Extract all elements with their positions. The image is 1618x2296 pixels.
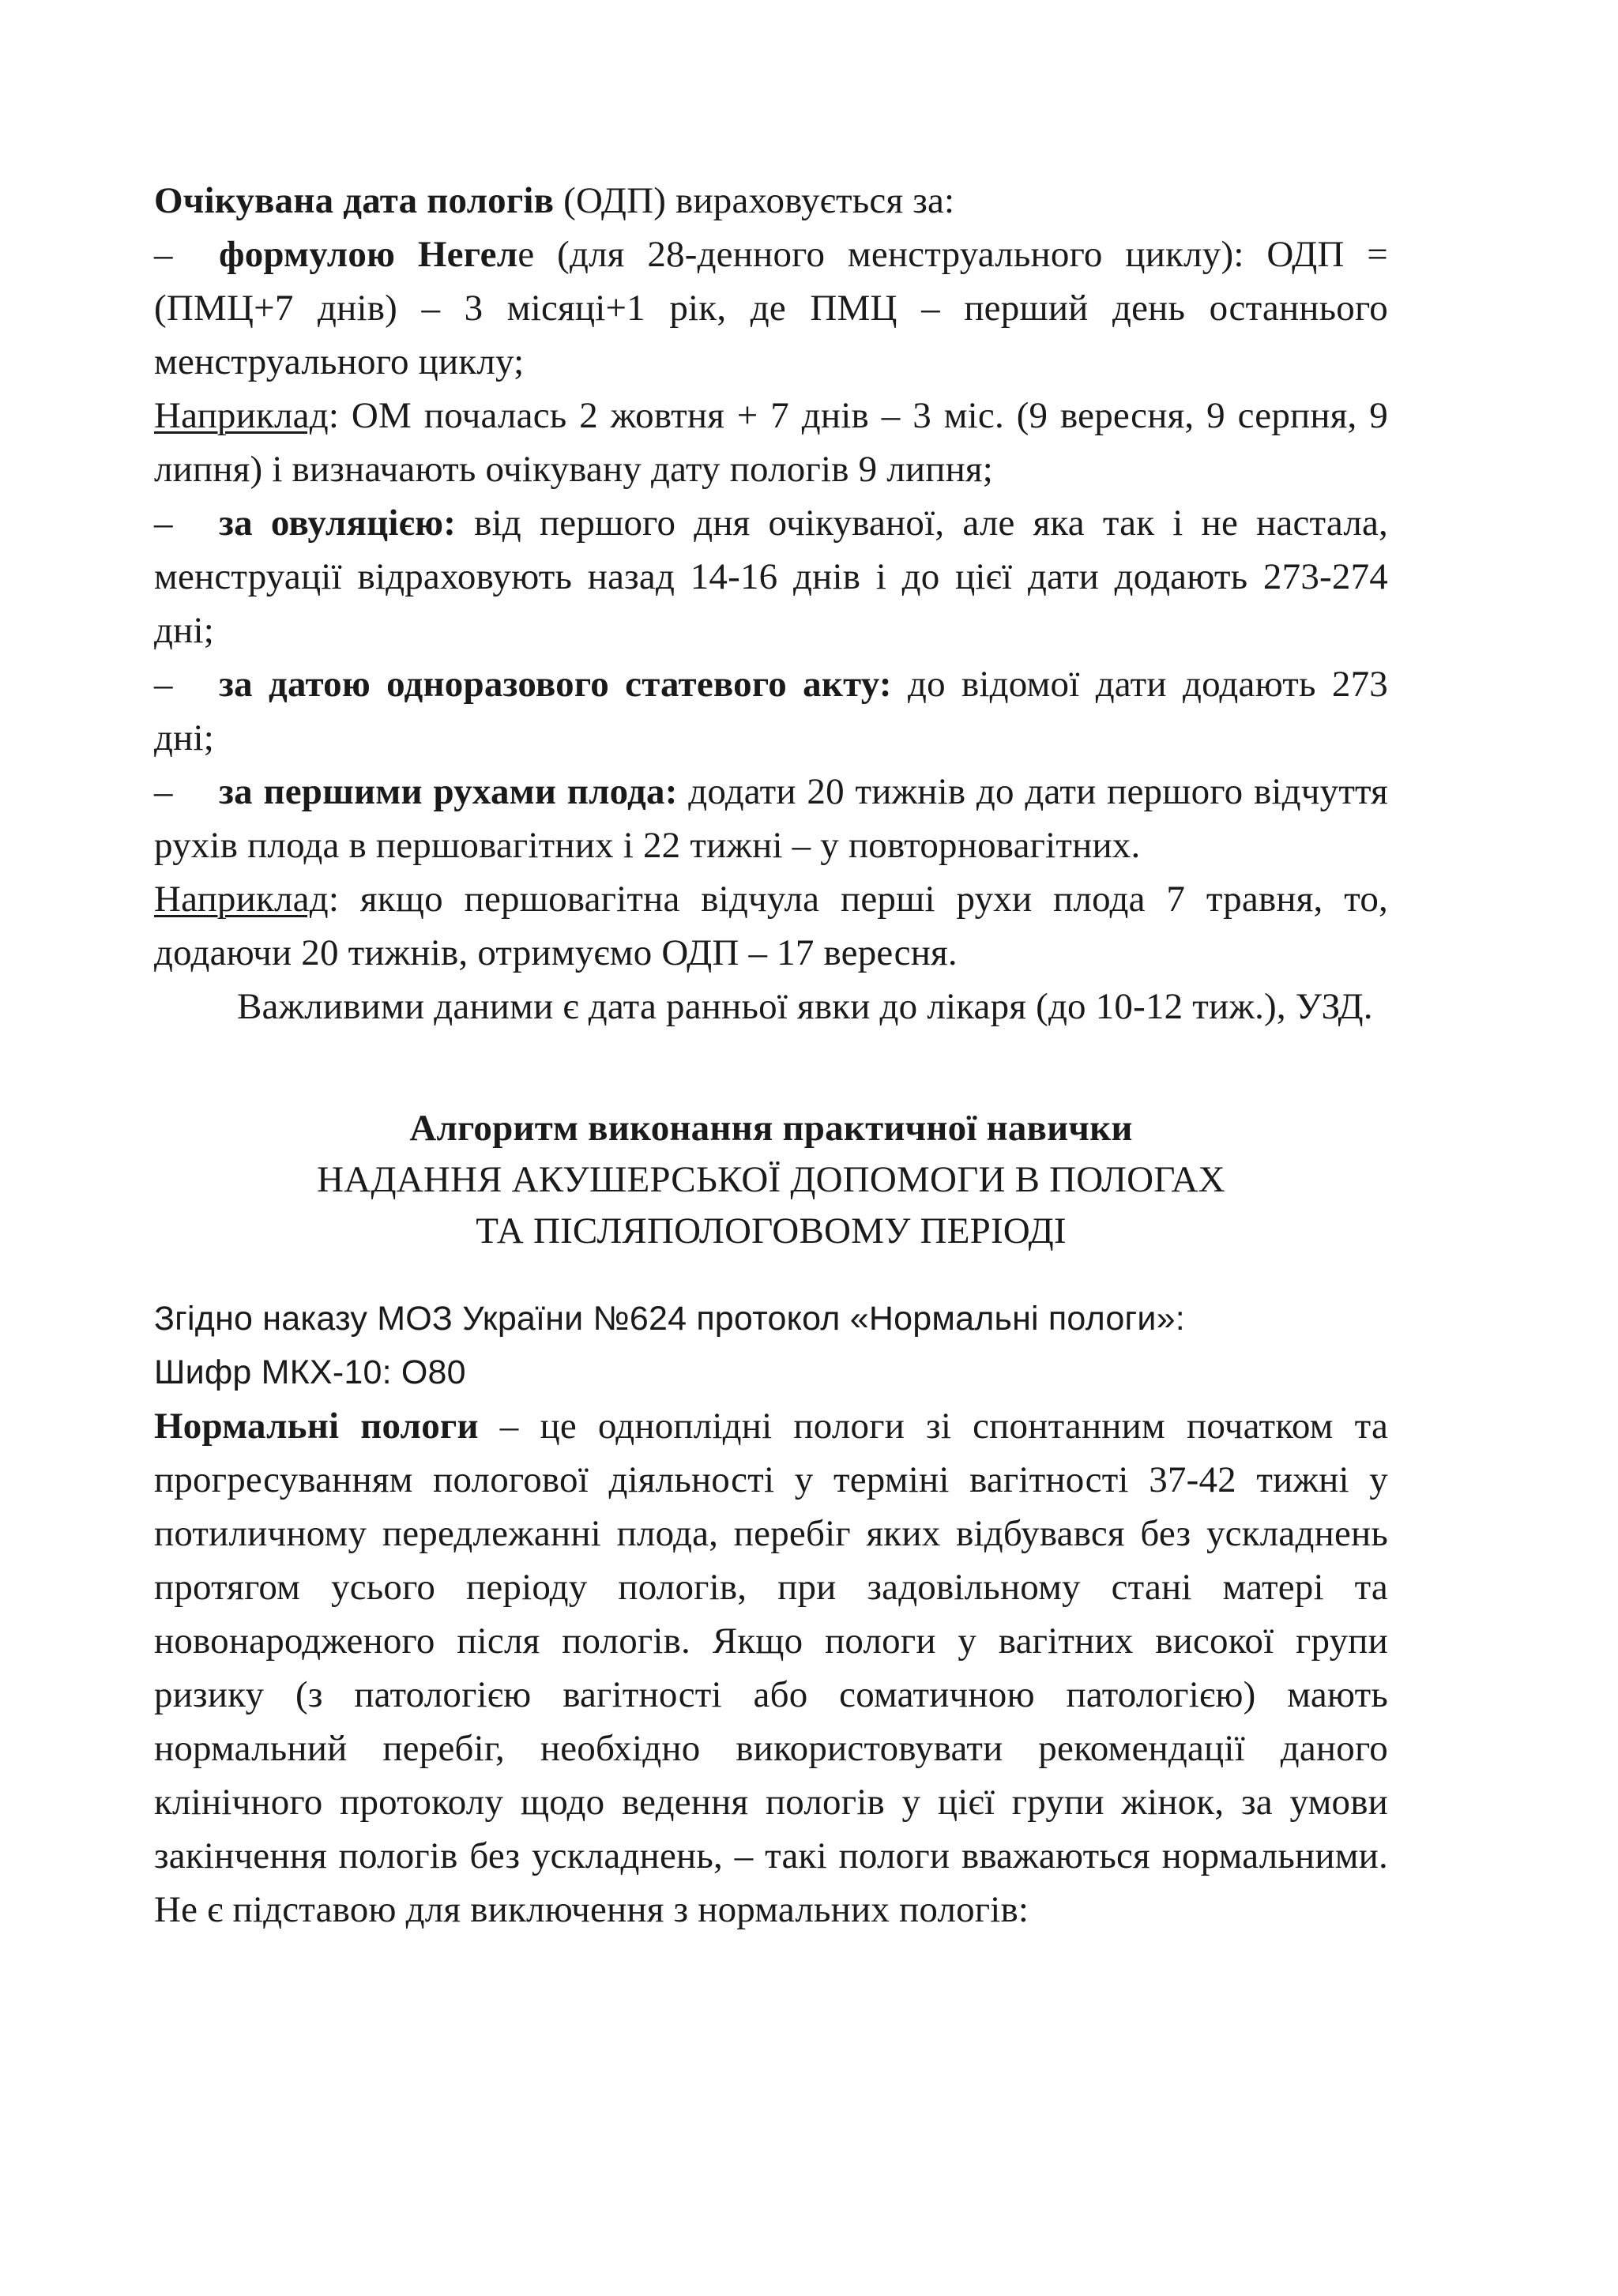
single-act-bold: за датою одноразового статевого акту: [219, 664, 892, 705]
important-paragraph: Важливими даними є дата ранньої явки до лікаря (до 10-12 тиж.), УЗД. [237, 986, 1373, 1027]
example2-paragraph [154, 872, 1388, 980]
algorithm-title: Алгоритм виконання практичної навички [409, 1108, 1133, 1149]
single-act-text: до відомої дати додають 273 дні; [154, 664, 1389, 758]
example1-label: Наприклад [154, 395, 329, 436]
movements-bold: за першими рухами плода: [219, 771, 678, 812]
list-dash: – [154, 771, 173, 812]
protocol-code-line: Шифр МКХ-10: О80 [154, 1353, 466, 1391]
example1-paragraph [154, 389, 1388, 496]
odp-intro-text: (ОДП) вираховується за: [554, 180, 955, 221]
naegele-list-item [154, 228, 1388, 389]
ovulation-list-item [154, 496, 1388, 657]
ovulation-bold: за овуляцією: [219, 502, 457, 544]
protocol-order-line: Згідно наказу МОЗ України №624 протокол «Нормальні пологи»: [154, 1300, 1185, 1338]
normal-births-bold: Нормальні пологи [154, 1406, 479, 1447]
odp-intro-paragraph [154, 174, 1388, 228]
single-act-list-item [154, 657, 1388, 765]
normal-births-text: – це одноплідні пологи зі спонтанним початком та прогресуванням пологової діяльності у терміні вагітності 37-42 тижні у потиличному передлежанні плода, перебіг яких відбувався без ускладнень протягом усього періоду пологів, при задовільному стані матері та новонародженого після пологів. Якщо пологи у вагітних високої групи ризику (з патологією вагітності або соматичною патологією) мають нормальний перебіг, необхідно використовувати рекомендації даного клінічного протоколу щодо ведення пологів у цієї групи жінок, за умови закінчення пологів без ускладнень, – такі пологи вважаються нормальними. Не є підставою для виключення з нормальних пологів: [154, 1406, 1389, 1930]
normal-births-paragraph [154, 1399, 1388, 1937]
example1-text: : ОМ почалась 2 жовтня + 7 днів – 3 міс. (9 вересня, 9 серпня, 9 липня) і визначають очікувану дату пологів 9 липня; [154, 395, 1388, 490]
naegele-bold: формулою Негел [219, 234, 518, 275]
document-page [154, 174, 1388, 1937]
movements-text: додати 20 тижнів до дати першого відчуття рухів плода в першовагітних і 22 тижні – у повторновагітних. [154, 771, 1388, 866]
ovulation-text: від першого дня очікуваної, але яка так і не настала, менструації відраховують назад 14-16 днів і до цієї дати додають 273-274 дні; [154, 502, 1388, 651]
odp-intro-bold: Очікувана дата пологів [154, 180, 555, 221]
naegele-text: (для 28-денного менструального циклу): ОДП = (ПМЦ+7 днів) – 3 місяці+1 рік, де ПМЦ – перший день останнього менструального циклу; [154, 234, 1388, 382]
list-dash: – [154, 234, 173, 275]
list-dash: – [154, 664, 173, 705]
movements-list-item [154, 765, 1388, 872]
algorithm-subtitle-line1: НАДАННЯ АКУШЕРСЬКОЇ ДОПОМОГИ В ПОЛОГАХ [317, 1159, 1225, 1200]
algorithm-subtitle-line2: ТА ПІСЛЯПОЛОГОВОМУ ПЕРІОДІ [476, 1210, 1067, 1252]
protocol-section [154, 1292, 1388, 1937]
example2-text: : якщо першовагітна відчула перші рухи плода 7 травня, то, додаючи 20 тижнів, отримуємо ОДП – 17 вересня. [154, 879, 1388, 973]
naegele-e: е [517, 234, 535, 275]
list-dash: – [154, 502, 173, 544]
example2-label: Наприклад [154, 879, 329, 920]
algorithm-heading [154, 1103, 1388, 1257]
